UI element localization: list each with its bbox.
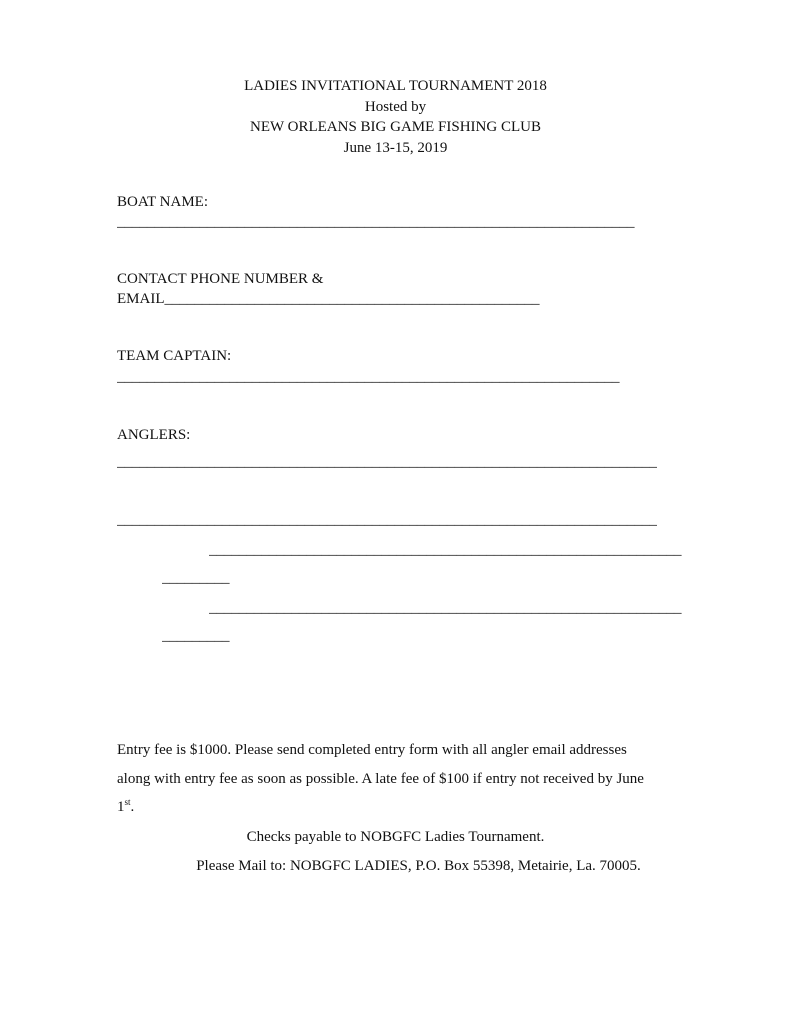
boat-name-label: BOAT NAME: [117, 194, 208, 210]
angler-line-2[interactable]: ________________________________________________________________________ [117, 512, 657, 528]
anglers-label: ANGLERS: [117, 427, 191, 443]
angler-line-4-continuation[interactable]: _________ [162, 628, 230, 644]
club-name: NEW ORLEANS BIG GAME FISHING CLUB [250, 119, 541, 135]
boat-name-line[interactable]: _____________________________________________________________________ [117, 214, 635, 230]
email-label: EMAIL [117, 291, 165, 307]
email-row [117, 291, 540, 308]
angler-line-4[interactable]: _______________________________________________________________ [209, 600, 682, 616]
form-header [0, 76, 791, 158]
tournament-dates: June 13-15, 2019 [343, 139, 448, 156]
hosted-by: Hosted by [364, 98, 427, 115]
angler-line-1[interactable]: ________________________________________________________________________ [117, 454, 657, 470]
late-date-period: . [130, 799, 135, 815]
mailing-address: Please Mail to: NOBGFC LADIES, P.O. Box 55398, Metairie, La. 70005. [196, 858, 641, 874]
angler-line-3-continuation[interactable]: _________ [162, 570, 230, 586]
late-date-number: 1 [117, 799, 125, 815]
contact-phone-label: CONTACT PHONE NUMBER & [117, 271, 324, 287]
entry-fee-line-2: along with entry fee as soon as possible. A late fee of $100 if entry not received by June [117, 771, 644, 787]
team-captain-label: TEAM CAPTAIN: [117, 348, 232, 364]
late-date-suffix: st [124, 797, 131, 807]
entry-fee-line-1: Entry fee is $1000. Please send completed entry form with all angler email addresses [117, 742, 627, 758]
tournament-title: LADIES INVITATIONAL TOURNAMENT 2018 [244, 78, 547, 94]
checks-payable: Checks payable to NOBGFC Ladies Tournament. [246, 829, 545, 845]
angler-line-3[interactable]: _______________________________________________________________ [209, 542, 682, 558]
team-captain-line[interactable]: ___________________________________________________________________ [117, 369, 620, 385]
entry-fee-line-3 [117, 799, 134, 816]
email-line[interactable]: __________________________________________________ [164, 291, 540, 307]
